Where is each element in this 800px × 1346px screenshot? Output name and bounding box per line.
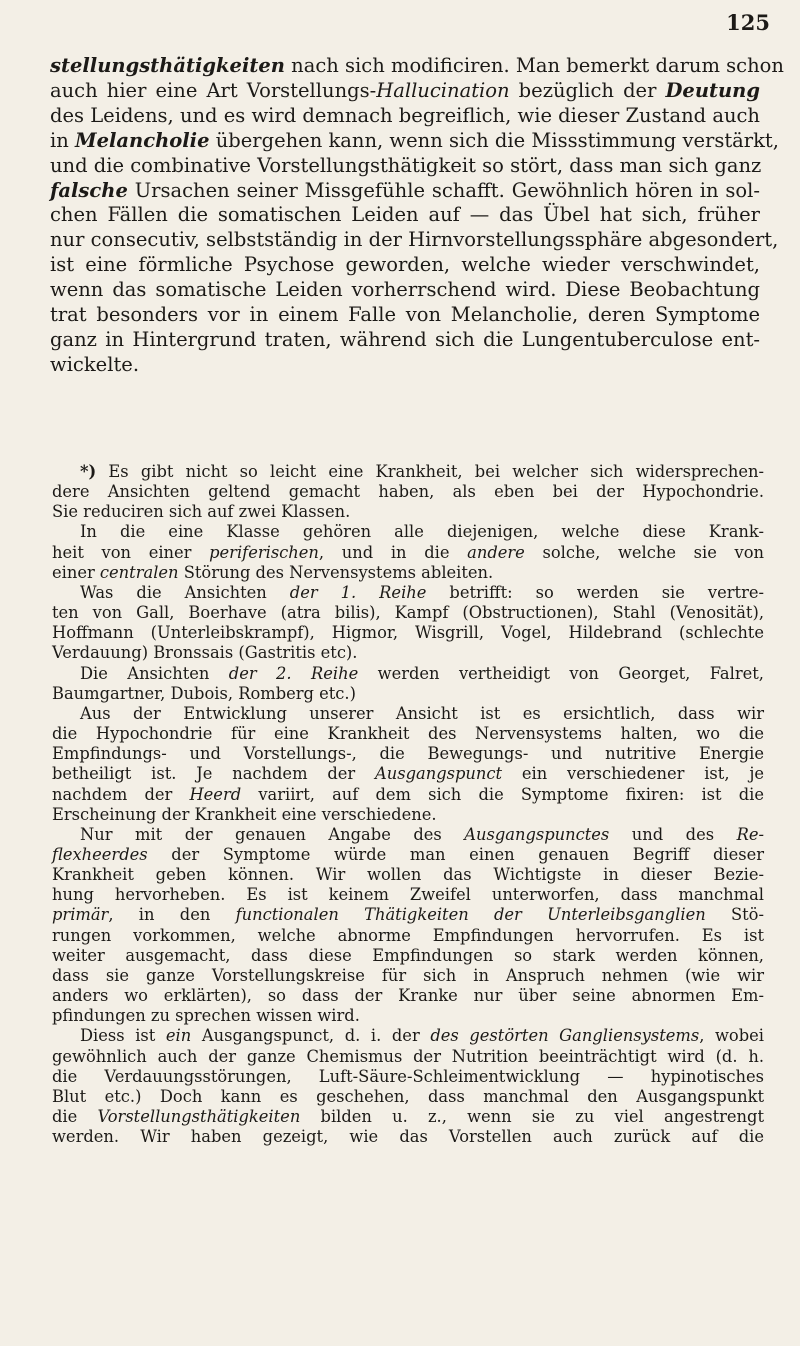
footnote-paragraph — [52, 664, 764, 704]
footnote-line: dass sie ganze Vorstellungskreise für sich in Anspruch nehmen (wie wir — [52, 965, 764, 985]
footnote-line: *) Es gibt nicht so leicht eine Krankheit, bei welcher sich widersprechen- — [80, 462, 764, 481]
footnote-line: primär, in den functionalen Thätigkeiten der Unterleibsganglien Stö- — [52, 905, 764, 925]
footnote-line: Sie reduciren sich auf zwei Klassen. — [52, 502, 351, 522]
footnote-paragraph — [52, 1026, 764, 1147]
footnote-line: Diess ist ein Ausgangspunct, d. i. der des gestörten Gangliensystems, wobei — [80, 1026, 765, 1046]
footnote-paragraph — [52, 462, 764, 522]
footnote-line: ten von Gall, Boerhave (atra bilis), Kampf (Obstructionen), Stahl (Venosität), — [52, 603, 764, 623]
footnote-line: dere Ansichten geltend gemacht haben, als eben bei der Hypochondrie. — [52, 482, 764, 502]
footnote-paragraph — [52, 583, 764, 664]
footnote-paragraph — [52, 825, 764, 1027]
footnote-block — [52, 462, 764, 1147]
body-line: in Melancholie übergehen kann, wenn sich die Missstimmung verstärkt, — [50, 128, 779, 152]
footnote-paragraph — [52, 704, 764, 825]
footnote-line: die Hypochondrie für eine Krankheit des Nervensystems halten, wo die — [52, 724, 764, 744]
footnote-line: Die Ansichten der 2. Reihe werden vertheidigt von Georget, Falret, — [80, 663, 764, 683]
footnote-line: weiter ausgemacht, dass diese Empfindungen so stark werden können, — [52, 945, 764, 965]
footnote-line: Blut etc.) Doch kann es geschehen, dass manchmal den Ausgangspunkt — [52, 1086, 764, 1106]
footnote-line: Erscheinung der Krankheit eine verschiedene. — [52, 804, 437, 824]
footnote-line: werden. Wir haben gezeigt, wie das Vorstellen auch zurück auf die — [52, 1127, 764, 1147]
body-line: falsche Ursachen seiner Missgefühle schafft. Gewöhnlich hören in sol- — [50, 178, 760, 202]
footnote-line: Empfindungs- und Vorstellungs-, die Bewegungs- und nutritive Energie — [52, 744, 764, 764]
footnote-line: betheiligt ist. Je nachdem der Ausgangspunct ein verschiedener ist, je — [52, 764, 765, 784]
body-line: ist eine förmliche Psychose geworden, welche wieder verschwindet, — [50, 253, 760, 277]
footnote-line: einer centralen Störung des Nervensystems ableiten. — [52, 562, 494, 582]
body-line: auch hier eine Art Vorstellungs-Hallucination bezüglich der Deutung — [50, 78, 760, 102]
footnote-line: anders wo erklärten), so dass der Kranke nur über seine abnormen Em- — [52, 986, 764, 1006]
body-line: wickelte. — [50, 352, 140, 376]
footnote-line: Aus der Entwicklung unserer Ansicht ist es ersichtlich, dass wir — [80, 703, 764, 723]
body-line: nur consecutiv, selbstständig in der Hirnvorstellungssphäre abgesondert, — [50, 228, 779, 252]
footnote-line: Verdauung) Bronssais (Gastritis etc). — [52, 643, 358, 663]
main-text — [50, 54, 784, 378]
footnote-line: Was die Ansichten der 1. Reihe betrifft: so werden sie vertre- — [80, 582, 764, 602]
body-line: des Leidens, und es wird demnach begreiflich, wie dieser Zustand auch — [50, 103, 760, 127]
footnote-line: rungen vorkommen, welche abnorme Empfindungen hervorrufen. Es ist — [52, 925, 764, 945]
body-line: trat besonders vor in einem Falle von Melancholie, deren Symptome — [50, 303, 760, 327]
footnote-line: Nur mit der genauen Angabe des Ausgangspunctes und des Re- — [80, 824, 764, 844]
footnote-paragraph — [52, 522, 764, 582]
body-line: chen Fällen die somatischen Leiden auf — das Übel hat sich, früher — [50, 203, 760, 227]
body-line: ganz in Hintergrund traten, während sich die Lungentuberculose ent- — [50, 327, 760, 351]
body-line: stellungsthätigkeiten nach sich modificiren. Man bemerkt darum schon — [50, 54, 784, 77]
footnote-line: nachdem der Heerd variirt, auf dem sich die Symptome fixiren: ist die — [52, 784, 765, 804]
footnote-line: Baumgartner, Dubois, Romberg etc.) — [52, 683, 356, 703]
footnote-line: flexheerdes der Symptome würde man einen genauen Begriff dieser — [52, 844, 764, 864]
footnote-line: Hoffmann (Unterleibskrampf), Higmor, Wisgrill, Vogel, Hildebrand (schlechte — [52, 623, 764, 643]
footnote-line: heit von einer periferischen, und in die andere solche, welche sie von — [52, 542, 764, 562]
body-line: und die combinative Vorstellungsthätigkeit so stört, dass man sich ganz — [50, 153, 762, 177]
page-number: 125 — [726, 10, 770, 35]
footnote-line: pfindungen zu sprechen wissen wird. — [52, 1006, 360, 1026]
footnote-line: In die eine Klasse gehören alle diejenigen, welche diese Krank- — [80, 522, 764, 542]
footnote-line: hung hervorheben. Es ist keinem Zweifel unterworfen, dass manchmal — [52, 885, 764, 905]
footnote-line: die Verdauungsstörungen, Luft-Säure-Schleimentwicklung — hypinotisches — [52, 1066, 764, 1086]
body-line: wenn das somatische Leiden vorherrschend wird. Diese Beobachtung — [50, 278, 760, 302]
footnote-line: gewöhnlich auch der ganze Chemismus der Nutrition beeinträchtigt wird (d. h. — [52, 1046, 764, 1066]
footnote-line: Krankheit geben können. Wir wollen das Wichtigste in dieser Bezie- — [52, 865, 764, 885]
footnote-line: die Vorstellungsthätigkeiten bilden u. z., wenn sie zu viel angestrengt — [52, 1107, 764, 1126]
